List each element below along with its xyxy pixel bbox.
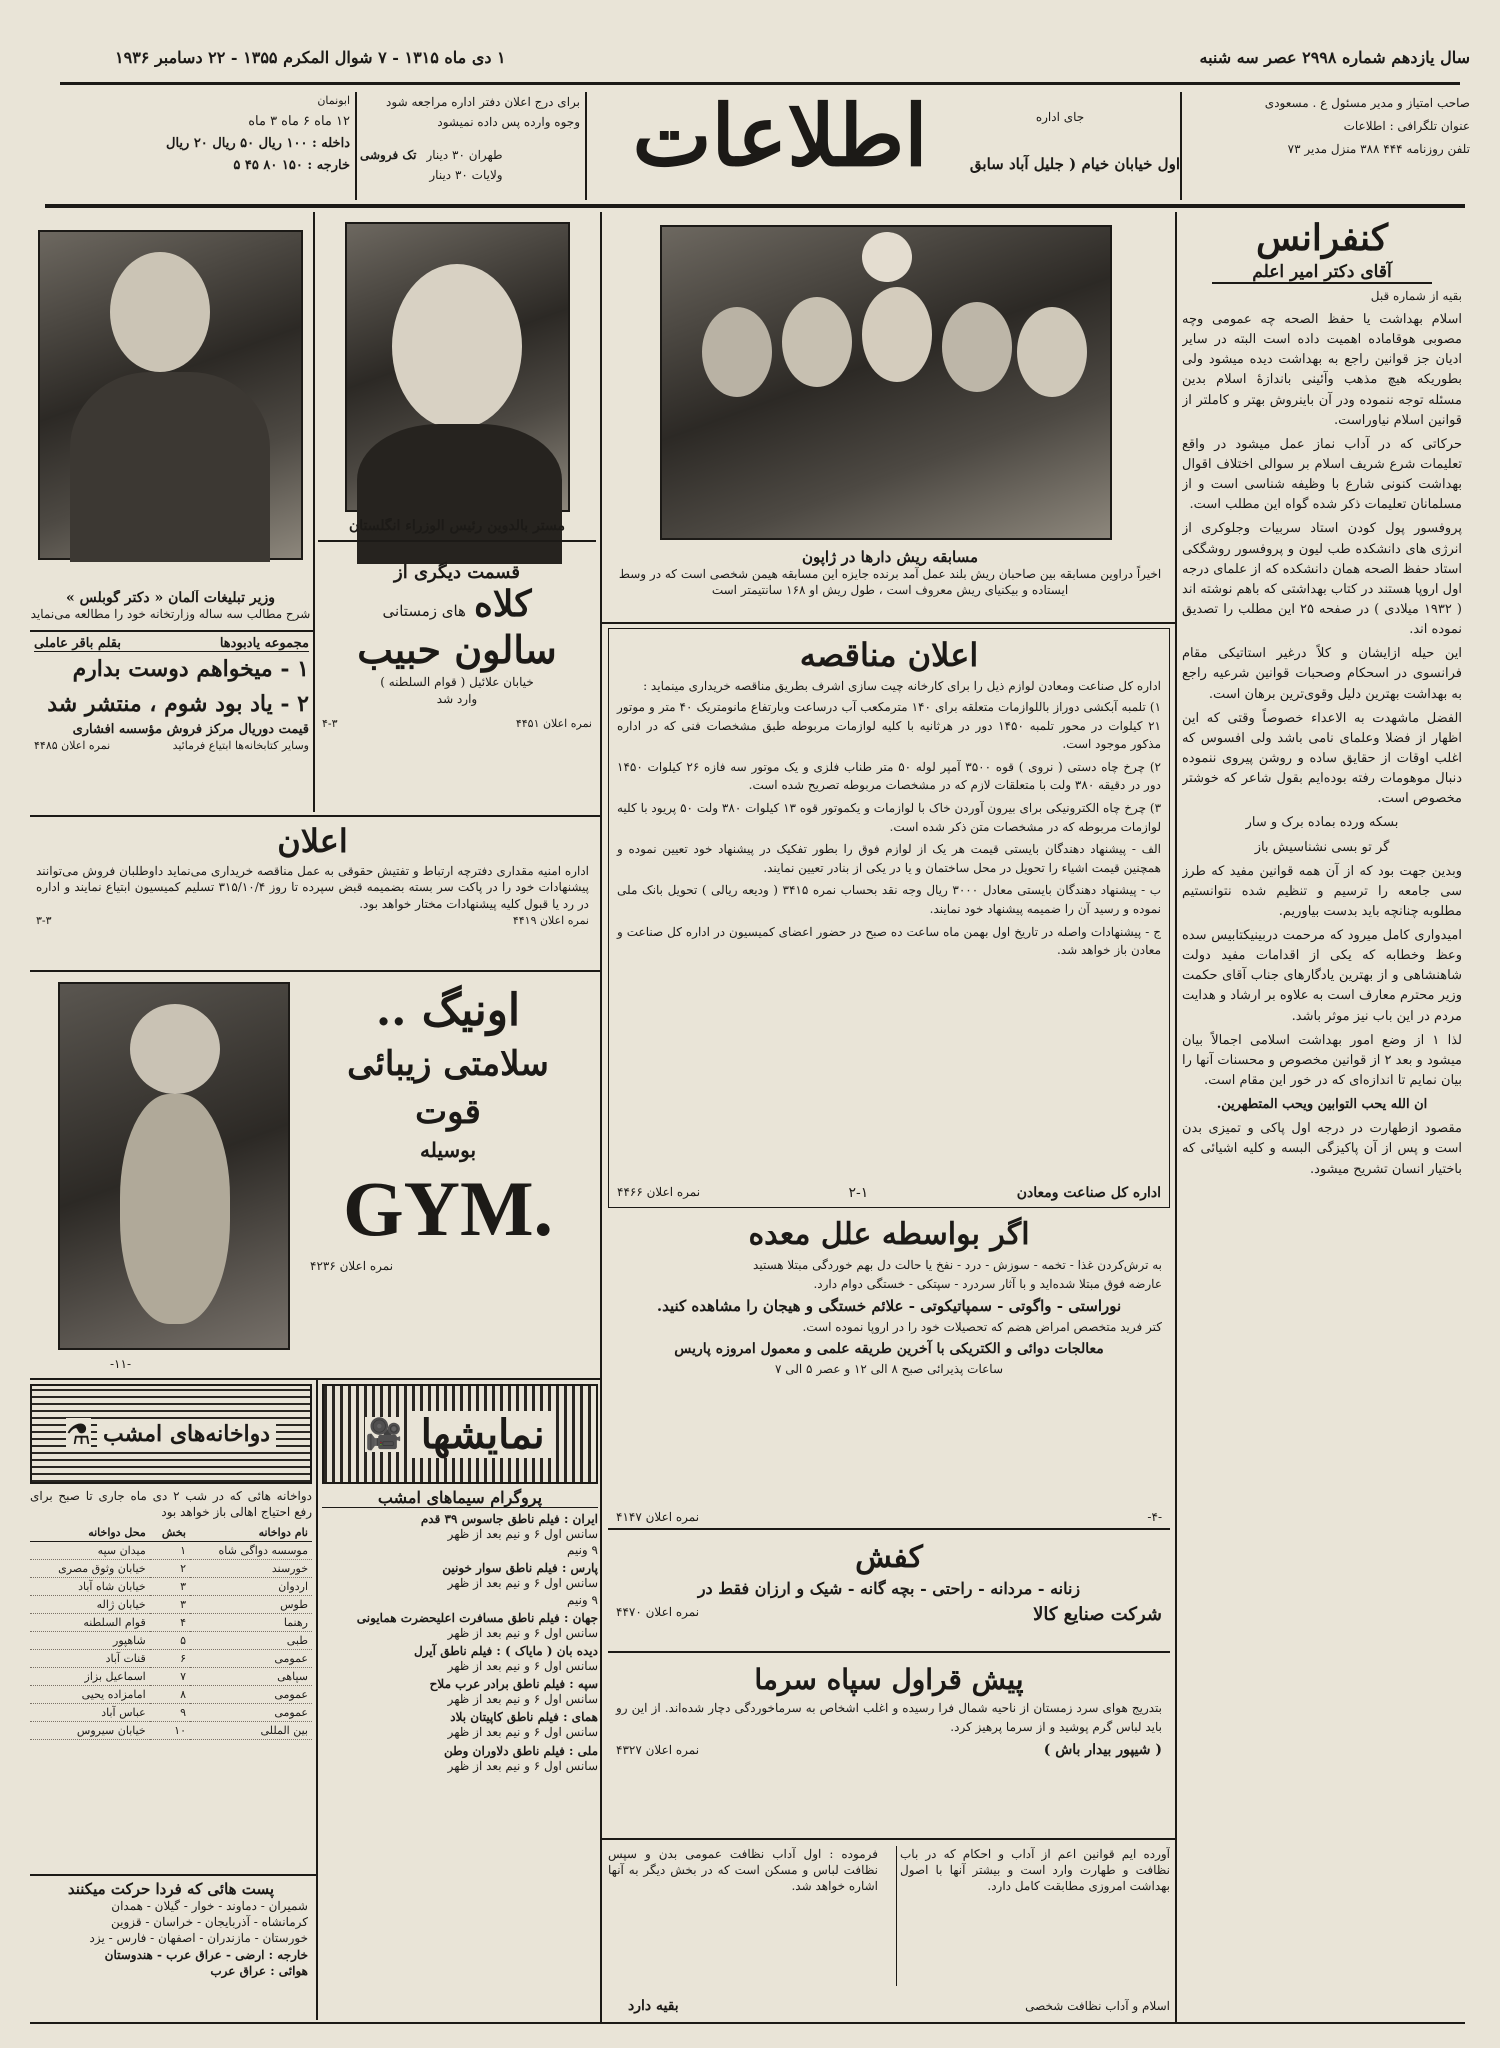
ad-notes <box>360 92 580 133</box>
conference-paragraph: وبدین جهت بود که از آن همه قوانین مفید که طرز سی جامعه را ترسیم و تنظیم شده نتوانستیم مطلوبه چنانچه باید بدست بیاوریم. <box>1182 863 1462 919</box>
cinema-session: ۹ ونیم <box>566 1543 598 1558</box>
tender-item: ج - پیشنهادات واصله در تاریخ اول بهمن ماه ساعت ده صبح در حضور اعضای کمیسیون در اداره کل صناعت و معادن باز خواهد شد. <box>617 924 1161 958</box>
masthead-owner-block <box>1185 92 1470 202</box>
pharmacy-col-header: بخش <box>150 1524 190 1542</box>
cinema-session: سانس اول ۶ و نیم بعد از ظهر <box>447 1658 598 1673</box>
goebbels-caption <box>28 590 313 622</box>
book-ad-title-1: ۱ - میخواهم دوست بدارم <box>72 656 309 682</box>
hygiene-col-1: آورده ایم قوانین اعم از آداب و احکام که در باب نظافت و طهارت وارد است و بیشتر آنها با اصول بهداشت امروزی مطابقت کامل دارد. <box>900 1847 1170 1894</box>
hygiene-box <box>608 1842 1170 2020</box>
table-row: عمومی ۸ امامزاده یحیی <box>30 1686 312 1704</box>
baldwin-caption: مستر بالدوین رئیس الوزراء انگلستان <box>348 518 566 534</box>
table-row: اردوان ۳ خیابان شاه آباد <box>30 1578 312 1596</box>
cold-front-adno: نمره اعلان ۴۳۲۷ <box>616 1742 700 1757</box>
beard-contest-photo <box>660 225 1112 540</box>
cinema-banner: نمایشها <box>411 1411 555 1458</box>
conference-paragraph: این حیله ازایشان و کلاً درغیر استاتیکی مقام فرانسوی در اسحکام وصحبات قوانین شرعیه راجع به بهداشت بهترین دلیل وقوی‌ترین برهان است. <box>1182 646 1462 702</box>
cold-front-text: بتدریج هوای سرد زمستان از ناحیه شمال فرا رسیده و اغلب اشخاص به سرماخوردگی دچار شده‌اند. از این رو باید لباس گرم پوشید و از سرما پرهیز کرد. <box>616 1701 1162 1735</box>
book-ad-collection: مجموعه یادبودها <box>219 636 309 651</box>
left-rule-4 <box>30 1378 600 1380</box>
gym-ad-line-3: قوت <box>415 1092 481 1133</box>
tender-intro: اداره کل صناعت ومعادن لوازم ذیل را برای کارخانه چیت سازی اشرف بطریق مناقصه خریداری مینماید : <box>643 678 1161 693</box>
hat-ad-street: خیابان علائیل ( قوام السلطنه ) <box>380 675 534 690</box>
stomach-doctor-ad <box>608 1212 1170 1530</box>
statue-image <box>58 982 290 1350</box>
telegraph-line: عنوان تلگرافی : اطلاعات <box>1343 118 1470 133</box>
mid-rule-2 <box>602 1838 1175 1840</box>
masthead-title: اطلاعات <box>632 88 928 185</box>
post-title: پست هائی که فردا حرکت میکنند <box>67 1880 275 1898</box>
subscription-label: ابونمان <box>317 94 350 107</box>
conference-continued: بقیه از شماره قبل <box>1370 288 1462 303</box>
book-ad-price: قیمت دوریال مرکز فروش مؤسسه افشاری <box>72 722 309 738</box>
cinema-session: سانس اول ۶ و نیم بعد از ظهر <box>447 1758 598 1773</box>
phones-line: تلفن روزنامه ۴۴۴ ۳۸۸ منزل مدیر ۷۳ <box>1287 141 1470 156</box>
table-row: طوس ۳ خیابان ژاله <box>30 1596 312 1614</box>
post-line: خورستان - مازندران - اصفهان - فارس - یزد <box>89 1931 308 1946</box>
notice-adno: نمره اعلان ۴۴۱۹ <box>512 913 589 927</box>
conference-quote: ان الله یحب التوابین ویحب المتطهرین. <box>1216 1097 1428 1113</box>
pharmacy-intro: دواخانه هائی که در شب ۲ دی ماه جاری تا صبح برای رفع احتیاج اهالی باز خواهد بود <box>30 1489 312 1520</box>
cinema-title: پروگرام سیماهای امشب <box>322 1488 598 1508</box>
stomach-ad-hours: ساعات پذیرائی صبح ۸ الی ۱۲ و عصر ۵ الی ۷ <box>774 1361 1004 1376</box>
post-schedule <box>30 1878 312 2020</box>
tender-footer-office: اداره کل صناعت ومعادن <box>1016 1185 1161 1201</box>
single-price-block <box>360 145 580 186</box>
gym-ad <box>300 982 596 1372</box>
cinema-session: سانس اول ۶ و نیم بعد از ظهر <box>447 1725 598 1740</box>
left-col-split <box>313 212 315 812</box>
left-rule-5 <box>30 1874 316 1876</box>
beard-caption-text: اخیراً دراوین مسابقه بین صاحبان ریش بلند عمل آمد برنده جایزه این مسابقه هیمن شخصی است که در وسط ایستاده و بیکنیای ریش معروف است ، طول ریش او ۱۶۸ سانتیمتر است <box>618 567 1162 598</box>
top-rule <box>60 82 1460 85</box>
hygiene-divider <box>896 1846 897 1986</box>
gym-ad-line-1: اونیگ .. <box>375 985 521 1036</box>
gym-ad-brand: GYM. <box>342 1165 554 1253</box>
subscription-foreign: خارجه : ۱۵۰ ۸۰ ۴۵ ۵ <box>233 157 350 173</box>
table-row: بین المللی ۱۰ خیابان سیروس <box>30 1722 312 1740</box>
baldwin-photo <box>345 222 570 512</box>
cinema-name: ایران : فیلم ناطق جاسوس ۳۹ قدم <box>420 1512 598 1526</box>
stomach-ad-line: عارضه فوق مبتلا شده‌اید و با آثار سردرد - سپتکی - خستگی دوام دارد. <box>813 1277 1162 1292</box>
cinema-name: جهان : فیلم ناطق مسافرت اعلیحضرت همایونی <box>356 1610 598 1625</box>
post-line: شمیران - دماوند - خوار - گیلان - همدان <box>111 1899 308 1913</box>
cinema-entry <box>322 1611 598 1641</box>
book-ad-author: بقلم باقر عاملی <box>34 636 121 651</box>
post-line-air: هوائی : عراق عرب <box>210 1963 308 1978</box>
cinema-session: سانس اول ۶ و نیم بعد از ظهر <box>447 1527 598 1541</box>
tender-footer-adno: نمره اعلان ۴۴۶۶ <box>617 1185 701 1199</box>
stomach-ad-symptoms: نوراستی - واگوتی - سمپاتیکوتی - علائم خستگی و هیجان را مشاهده کنید. <box>656 1297 1122 1316</box>
cinema-entry <box>322 1744 598 1774</box>
gym-ad-line-2: سلامتی زیبائی <box>347 1044 549 1085</box>
ad-note-1: برای درج اعلان دفتر اداره مراجعه شود <box>386 95 580 109</box>
subscription-domestic: داخله : ۱۰۰ ریال ۵۰ ریال ۲۰ ریال <box>166 135 350 151</box>
hygiene-footer-right: بقیه دارد <box>628 1998 679 2014</box>
cinema-session: سانس اول ۶ و نیم بعد از ظهر <box>447 1625 598 1640</box>
table-row: موسسه دواگی شاه ۱ میدان سپه <box>30 1542 312 1560</box>
left-rule-3 <box>30 970 600 972</box>
tender-item: الف - پیشنهاد دهندگان بایستی قیمت هر یک از لوازم فوق را بطور تفکیک در پیشنهاد خود تعیین نموده و همچنین قیمت اشیاء را تحویل در محل ساختمان و یا در یکی از بنادر تعیین نمایند. <box>617 842 1161 875</box>
masthead-bottom-rule <box>45 204 1465 208</box>
col-rule-right <box>1175 212 1177 2022</box>
book-ad-more: وسایر کتابخانه‌ها ابتیاع فرمائید <box>172 739 309 753</box>
projector-icon: 🎥 <box>365 1416 403 1452</box>
masthead-divider <box>1180 92 1182 200</box>
conference-author: آقای دکتر امیر اعلم <box>1212 262 1432 284</box>
hygiene-col-2: فرموده : اول آداب نظافت عمومی بدن و سپس نظافت لباس و مسکن است که در بخش دیگر به آنها اشاره خواهد شد. <box>608 1847 878 1894</box>
conference-paragraph: مقصود ازطهارت در درجه اول پاکی و تمیزی بدن است و پس از آن پاکیزگی البسه و کلیه اشیائی که باختیار انسان تشریح میشود. <box>1182 1121 1462 1177</box>
beard-caption-title: مسابقه ریش دارها در ژاپون <box>801 548 979 566</box>
cinema-session: ۹ ونیم <box>566 1592 598 1607</box>
cinema-name: همای : فیلم ناطق کاپیتان بلاد <box>450 1710 598 1725</box>
notice-text: اداره امنیه مقداری دفترچه ارتباط و تفتیش حقوقی به عمل مناقصه خریداری می‌نماید داوطلبان فروش می‌توانند پیشنهادات خود را در پاکت سر بسته بضمیمه قبض سپرده تا روز ۳۱۵/۱۰/۴ تسلیم کمیسیون ابتیاع نمایند و اداره در رد یا قبول کلیه پیشنهادات مختار خواهد بود. <box>36 864 590 911</box>
post-line-foreign: خارجه : ارضی - عراق عرب - هندوستان <box>104 1947 308 1962</box>
tender-item: ۱) تلمبه آبکشی دوراز باللوازمات متعلقه برای ۱۴۰ مترمکعب آب درساعت وبارتفاع مانومتریک ۴۰ متر و موتور ۲۱ کیلوات در محور تلمبه ۱۴۵۰ دور در هرثانیه با کلیه لوازمات مربوطه طبق مشخصات فنی که در اداره مذکور موجود است. <box>617 699 1162 752</box>
tender-item: ۳) چرخ چاه الکترونیکی برای بیرون آوردن خاک با لوازمات و یکموتور قوه ۱۳ کیلوات ۳۸۰ ولت ۵۰ پریود با کلیه لوازمات مربوطه که در مشخصات متن ذکر شده است. <box>617 800 1162 834</box>
hat-ad-title: کلاه <box>473 583 532 625</box>
single-price-tehran: طهران ۳۰ دینار <box>426 148 503 162</box>
table-row: عمومی ۹ عباس آباد <box>30 1704 312 1722</box>
cold-front-shop: ( شیپور بیدار باش ) <box>1043 1741 1162 1758</box>
address-label: جای اداره <box>1035 110 1085 124</box>
bottom-rule <box>30 2022 1465 2024</box>
col-rule-mid <box>600 212 602 2022</box>
notice-title: اعلان <box>277 822 348 860</box>
police-notice-ad <box>30 818 595 968</box>
pharmacy-table <box>30 1524 312 1740</box>
conference-paragraph: پروفسور پول کودن استاد سربیات وجلوکری از انرژی های دانشکده طب لیون و پروفسور روشگکی استاد حفظ الصحه همان دانشکده که از علمای درجه اول اروپا هستند در کتاب بهداشتی که باهم نوشته اند ( ۱۹۳۲ میلادی ) در صفحه ۲۵ این مطلب را تصدیق نموده اند. <box>1182 521 1462 638</box>
tender-footer-mark: ۲-۱ <box>848 1185 869 1201</box>
conference-article <box>1182 215 1462 2020</box>
gym-ad-mark: -۱۱- <box>110 1357 131 1371</box>
left-col-split-2 <box>316 1380 318 2020</box>
table-row: رهنما ۴ قوام السلطنه <box>30 1614 312 1632</box>
left-rule-2 <box>30 815 600 817</box>
cinema-name: سپه : فیلم ناطق برادر عرب ملاح <box>429 1677 598 1692</box>
shoes-ad-line: زنانه - مردانه - راحتی - بچه گانه - شیک و ارزان فقط در <box>697 1579 1081 1598</box>
cinema-entry <box>322 1561 598 1607</box>
conference-title: کنفرانس <box>1256 217 1388 259</box>
book-ad-adno: نمره اعلان ۴۴۸۵ <box>34 739 111 753</box>
conference-paragraph: امیدواری کامل میرود که مرحمت دربینیکتابیس سده وعظ وخطابه که یکی از اقدامات مفید دولت شاهنشاهی و از بهترین یادگارهای جناب آقای حکمت وزیر محترم معارف است به علاوه بر ارشاد و هدایت مردم در این باب نیز موثر باشد. <box>1182 928 1462 1024</box>
table-row: خورسند ۲ خیابان وثوق مصری <box>30 1560 312 1578</box>
tender-item: ۲) چرخ چاه دستی ( نروی ) قوه ۳۵۰۰ آمپر لوله ۵۰ متر طناب فلزی و یک موتور سه فازه ۲۶ کیلوات ۱۴۵۰ دور در دقیقه ۳۸۰ ولت با متعلقات لازم که در مشخصات مربوطه تصریح شده است. <box>617 759 1161 793</box>
date-line: ۱ دی ماه ۱۳۱۵ - ۷ شوال المکرم ۱۳۵۵ - ۲۲ دسامبر ۱۹۳۶ <box>115 48 506 67</box>
goebbels-caption-text: شرح مطالب سه ساله وزارتخانه خود را مطالعه می‌نماید <box>30 607 311 621</box>
stomach-ad-line: به ترش‌کردن غذا - تخمه - سوزش - درد - نفخ یا حالت دل بهم خوردگی مبتلا هستید <box>753 1258 1162 1272</box>
pharmacy-listing <box>30 1384 312 1872</box>
tender-item: ب - پیشنهاد دهندگان بایستی معادل ۳۰۰۰ ریال وجه نقد بحساب نمره ۳۴۱۵ ( ودیعه ریالی ) تحویل بانک ملی نموده و رسید آن را ضمیمه پیشنهاد خود نمایند. <box>617 883 1161 916</box>
table-row: سپاهی ۷ اسماعیل بزاز <box>30 1668 312 1686</box>
shoes-ad-adno: نمره اعلان ۴۴۷۰ <box>616 1605 700 1619</box>
goebbels-caption-title: وزیر تبلیغات آلمان « دکتر گوبلس » <box>66 590 275 606</box>
pharmacy-col-header: نام دواخانه <box>190 1524 312 1542</box>
beard-caption <box>610 548 1170 598</box>
stomach-ad-line: کتر فرید متخصص امراض هضم که تحصیلات خود را در اروپا نموده است. <box>802 1320 1162 1335</box>
tender-title: اعلان مناقصه <box>799 636 979 674</box>
notice-mark: ۳-۳ <box>36 913 52 927</box>
conference-paragraph: الفضل ماشهدت به الاعداء خصوصاً وقتی که این اظهار از فضلا وعلمای نامی باشد ولی افسوس که اغلب اوقات از حقایق ساده و روشن پیروی ننموده دنبال موهومات رفته بوده‌ایم بقول شاعر که خوشتر مخصوص است. <box>1182 710 1462 807</box>
address-line: اول خیابان خیام ( جلیل آباد سابق <box>969 155 1180 173</box>
stomach-ad-adno: نمره اعلان ۴۱۴۷ <box>616 1510 700 1524</box>
pharmacist-icon: ⚗ <box>65 1417 92 1451</box>
cinema-entry <box>322 1644 598 1674</box>
stomach-ad-title: اگر بواسطه علل معده <box>748 1217 1030 1252</box>
cinema-program <box>322 1384 598 2024</box>
stomach-ad-mark: -۴- <box>1147 1510 1162 1524</box>
conference-body <box>1182 310 1462 1180</box>
shoes-ad-shop: شرکت صنایع کالا <box>1033 1604 1162 1625</box>
cinema-session: سانس اول ۶ و نیم بعد از ظهر <box>447 1576 598 1591</box>
hat-ad-shop: سالون حبیب <box>357 627 557 672</box>
conference-paragraph: لذا ۱ از وضع امور بهداشت اسلامی اجمالاً بیان میشود و بعد ۲ از قوانین مخصوص و محسنات آنها را بیان نمایم تا اندازه‌ای که در خور این مقام است. <box>1182 1032 1462 1089</box>
cinema-entry <box>322 1710 598 1740</box>
hat-ad-lead: قسمت دیگری از <box>394 562 520 583</box>
conference-paragraph: حرکاتی که در آداب نماز عمل میشود در واقع تعلیمات شرع شریف اسلام بر سوالی اختلاف اقوال بهداشت کنونی شارع با وظیفه شناسی است و از مسلمانان تعلیمات ذکر شده گواه این مطلب است. <box>1182 436 1462 513</box>
hygiene-footer-left: اسلام و آداب نظافت شخصی <box>1025 1998 1170 2013</box>
cinema-name: دیده بان ( مایاک ) : فیلم ناطق آیرل <box>414 1643 598 1658</box>
goebbels-photo <box>38 230 303 560</box>
hat-ad-arrived: وارد شد <box>436 691 478 706</box>
shoes-ad <box>608 1535 1170 1653</box>
shoes-ad-title: کفش <box>855 1540 923 1575</box>
conference-verse: بسکه ورده بماده برک و سار <box>1245 815 1399 831</box>
hat-ad-title-sub: های زمستانی <box>382 602 466 620</box>
single-price-provinces: ولایات ۳۰ دینار <box>429 168 503 183</box>
cold-front-title: پیش قراول سپاه سرما <box>754 1663 1024 1696</box>
cinema-session: سانس اول ۶ و نیم بعد از ظهر <box>447 1692 598 1707</box>
hat-ad-mark: ۴-۳ <box>322 716 338 730</box>
pharmacy-col-header: محل دواخانه <box>30 1524 150 1542</box>
cinema-name: پارس : فیلم ناطق سوار خونین <box>442 1561 598 1576</box>
gym-ad-adno: نمره اعلان ۴۲۳۶ <box>310 1259 394 1274</box>
ministry-tender-ad <box>608 628 1170 1208</box>
issue-info: سال یازدهم شماره ۲۹۹۸ عصر سه شنبه <box>1199 48 1470 67</box>
subscription-table <box>90 92 350 177</box>
subscription-header: ۱۲ ماه ۶ ماه ۳ ماه <box>248 113 350 129</box>
masthead-divider-2 <box>585 92 587 200</box>
conference-verse: گر تو بسی نشناسیش باز <box>1254 839 1390 855</box>
mid-rule-1 <box>602 622 1175 624</box>
post-line: کرمانشاه - آذربایجان - خراسان - قزوین <box>110 1915 308 1930</box>
single-price-label: تک فروشی <box>360 148 417 162</box>
owner-line: صاحب امتیاز و مدیر مسئول ع . مسعودی <box>1264 96 1470 110</box>
table-row: عمومی ۶ قنات آباد <box>30 1650 312 1668</box>
ad-note-2: وجوه وارده پس داده نمیشود <box>437 115 580 130</box>
gym-ad-line-4: بوسیله <box>419 1138 477 1163</box>
conference-paragraph: اسلام بهداشت یا حفظ الصحه چه عمومی وچه مصوبی هوقاماده اهمیت داده است البته در سایر ادیان جز قوانین راجع به بهداشت دیده میشود ولی بطوریکه هیچ مذهب وآئینی باندازهٔ اسلام بدین مسئله توجه ننموده ودر آن باینروش بهتر و کاملتر از قوانین اسلام نیاوراست. <box>1182 311 1462 428</box>
hat-ad-adno: نمره اعلان ۴۴۵۱ <box>515 716 592 730</box>
hat-ad <box>318 540 596 812</box>
stomach-ad-treatment: معالجات دوائی و الکتریکی با آخرین طریقه علمی و معمول امروزه پاریس <box>674 1340 1104 1357</box>
table-row: طبی ۵ شاهپور <box>30 1632 312 1650</box>
book-ad-title-2: ۲ - یاد بود شوم ، منتشر شد <box>47 691 309 718</box>
hat-rule <box>318 540 596 542</box>
masthead-divider-3 <box>355 92 357 200</box>
book-ad <box>30 634 313 814</box>
left-rule-1 <box>30 630 313 632</box>
cinema-entry <box>322 1677 598 1707</box>
cold-front-ad <box>608 1658 1170 1840</box>
cinema-name: ملی : فیلم ناطق دلاوران وطن <box>444 1743 598 1758</box>
pharmacy-banner: دواخانه‌های امشب <box>97 1419 276 1449</box>
cinema-entry <box>322 1512 598 1558</box>
